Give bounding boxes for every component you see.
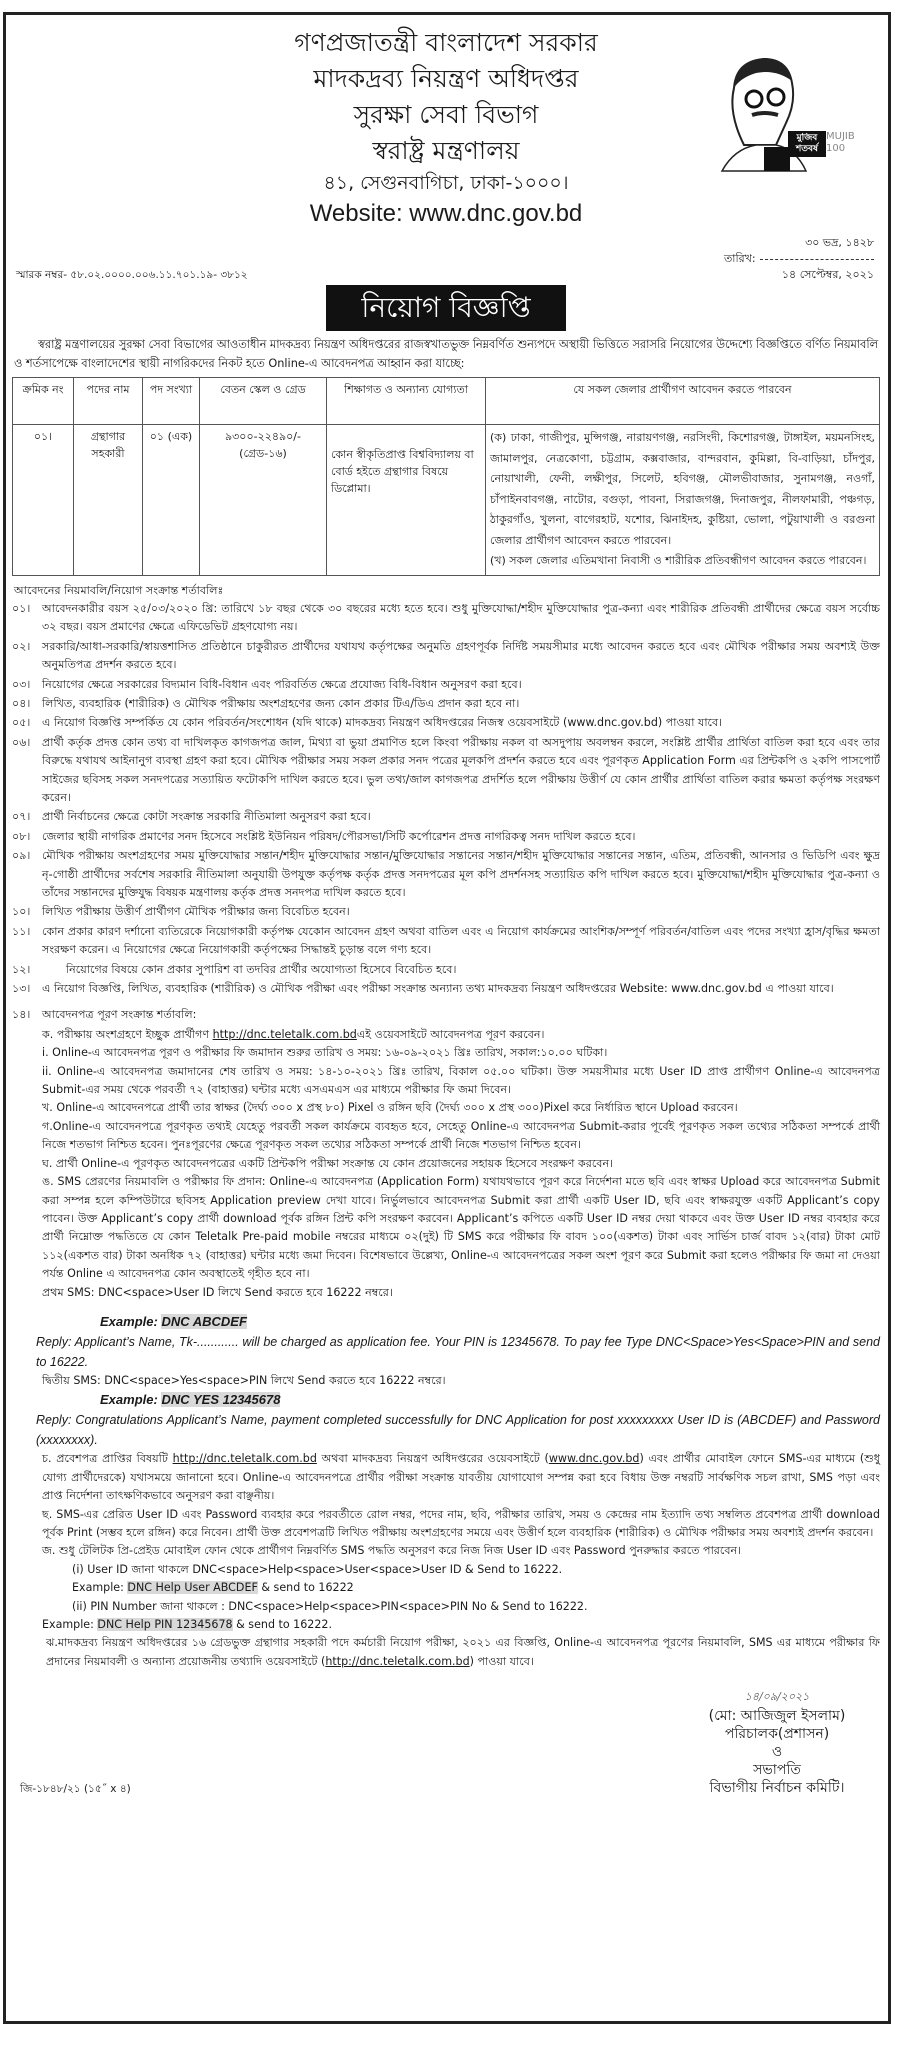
signatory-role: সভাপতি bbox=[753, 1762, 801, 1779]
cha-text: চ. প্রবেশপত্র প্রাপ্তির বিষয়টি bbox=[42, 1452, 173, 1466]
rule-14-heading: আবেদনপত্র পূরণ সংক্রান্ত শর্তাবলি: bbox=[42, 1008, 197, 1022]
rules-heading: আবেদনের নিয়মাবলি/নিয়োগ সংক্রান্ত শর্তাবলিঃ bbox=[14, 583, 224, 597]
rule-item bbox=[12, 695, 880, 713]
rule-14-umo: ঙ. SMS প্রেরণের নিয়মাবলি ও পরীক্ষার ফি প্রদান: Online-এ আবেদনপত্র (Application Form) যথাযথভাবে পূরণ করে নির্দেশনা মতে ছবি এবং স্বাক্ষর Upload করে আবেদনপত্র Submit করা সম্পন্ন হলে কম্পিউটারে ছবিসহ Application preview দেখা যাবে। নির্ভুলভাবে আবেদনপত্র Submit করা প্রার্থী একটি User ID, ছবি এবং স্বাক্ষরযুক্ত একটি Applicant’s copy পাবেন। উক্ত Applicant’s copy প্রার্থী download পূর্বক রঙ্গিন প্রিন্ট কপি সংরক্ষণ করবেন। Applicant’s কপিতে একটি User ID নম্বর দেয়া থাকবে এবং উক্ত User ID নম্বর ব্যবহার করে প্রার্থী নিম্নোক্ত পদ্ধতিতে যে কোন Teletalk Pre-paid mobile নম্বরের মাধ্যমে ০২(দুই) টি SMS করে পরীক্ষার ফি বাবদ ১০০(একশত) টাকা এবং সার্ভিস চার্জ বাবদ ১২(বার) টাকা মোট ১১২(একশত বার) টাকা অনধিক ৭২ (বাহাত্তর) ঘন্টার মধ্যে জমা দিবেন। বিশেষভাবে উল্লেখ্য, Online-এ আবেদনপত্রের সকল অংশ পূরণ করে Submit করা হলেও পরীক্ষার ফি জমা না দেওয়া পর্যন্ত Online এ আবেদনপত্র কোন অবস্থাতেই গৃহীত হবে না। bbox=[42, 1175, 880, 1281]
rule-14-ka bbox=[42, 1026, 880, 1044]
rule-text: আবেদনকারীর বয়স ২৫/০৩/২০২০ খ্রি: তারিখে ১৮ বছর থেকে ৩০ বছরের মধ্যে হতে হবে। শুধু মুক্তিযোদ্ধা/শহীদ মুক্তিযোদ্ধার পুত্র-কন্যা এবং শারীরিক প্রতিবন্ধী প্রার্থীদের ক্ষেত্রে বয়স সর্বোচ্চ ৩২ বছর। বয়স প্রমাণের ক্ষেত্রে এফিডেভিট গ্রহণযোগ্য নয়। bbox=[42, 601, 880, 634]
districts-group-a: (ক) ঢাকা, গাজীপুর, মুন্সিগঞ্জ, নারায়ণগঞ্জ, নরসিংদী, কিশোরগঞ্জ, টাঙ্গাইল, ময়মনসিংহ, জামালপুর, নেত্রকোণা, চট্টগ্রাম, কক্সবাজার, বান্দরবান, কুমিল্লা, বি-বাড়িয়া, চাঁদপুর, নোয়াখালী, ফেনী, লক্ষীপুর, সিলেট, হবিগঞ্জ, মৌলভীবাজার, সুনামগঞ্জ, নওগাঁ, চাঁপাইনবাবগঞ্জ, নাটোর, বগুড়া, পাবনা, সিরাজগঞ্জ, দিনাজপুর, নীলফামারী, পঞ্চগড়, ঠাকুরগাঁও, খুলনা, বাগেরহাট, যশোর, ঝিনাইদহ, কুষ্টিয়া, ভোলা, পটুয়াখালী ও বরগুনা জেলার প্রার্থীগণ আবেদন করতে পারবেন। bbox=[490, 431, 875, 547]
example-value: DNC YES 12345678 bbox=[161, 1392, 281, 1408]
header-website: Website: www.dnc.gov.bd bbox=[309, 200, 583, 227]
ja-option-ii: (ii) PIN Number জানা থাকলে : DNC<space>Help<space>PIN<space>PIN No & Send to 16222. bbox=[72, 1599, 588, 1613]
notice-frame bbox=[3, 12, 891, 2024]
cha-mid: অথবা মাদকদ্রব্য নিয়ন্ত্রণ অধিদপ্তরের ওয়েবসাইটে ( bbox=[316, 1452, 549, 1466]
example-suffix: & send to 16222 bbox=[261, 1581, 354, 1595]
districts-group-b: (খ) সকল জেলার এতিমখানা নিবাসী ও শারীরিক প্রতিবন্ধীগণ আবেদন করতে পারবেন। bbox=[490, 554, 867, 567]
notice-title: নিয়োগ বিজ্ঞপ্তি bbox=[326, 285, 566, 331]
rule-item bbox=[12, 828, 880, 846]
ka-text: ক. পরীক্ষায় অংশগ্রহণে ইচ্ছুক প্রার্থীগণ bbox=[42, 1027, 213, 1041]
rule-text: এ নিয়োগ বিজ্ঞপ্তি, লিখিত, ব্যবহারিক (শারীরিক) ও মৌখিক পরীক্ষা এবং পরীক্ষা সংক্রান্ত অন্যান্য তথ্য মাদকদ্রব্য নিয়ন্ত্রণ অধিদপ্তরের Website: www.dnc.gov.bd এ পাওয়া যাবে। bbox=[42, 982, 834, 996]
table-header-row bbox=[13, 378, 880, 425]
rule-14-i: i. Online-এ আবেদনপত্র পূরণ ও পরীক্ষার ফি জমাদান শুরুর তারিখ ও সময়: ১৬-০৯-২০২১ খ্রিঃ তারিখ, সকাল:১০.০০ ঘটিকা। bbox=[42, 1046, 608, 1060]
date-english: ১৪ সেপ্টেম্বর, ২০২১ bbox=[781, 268, 874, 281]
example-value: DNC ABCDEF bbox=[161, 1313, 247, 1329]
logo-text-bn: মুজিব শতবর্ষ bbox=[795, 133, 819, 154]
date-label: তারিখ: bbox=[724, 252, 756, 265]
signatory-name: (মো: আজিজুল ইসলাম) bbox=[708, 1708, 846, 1725]
rule-number: ১১। bbox=[12, 924, 31, 938]
signatory-committee: বিভাগীয় নির্বাচন কমিটি। bbox=[709, 1780, 845, 1797]
date-bangla: ৩০ ভদ্র, ১৪২৮ bbox=[805, 236, 874, 249]
teletalk-link[interactable]: http://dnc.teletalk.com.bd bbox=[172, 1452, 317, 1466]
date-divider bbox=[760, 259, 874, 260]
jha-suffix: ) পাওয়া যাবে। bbox=[469, 1654, 534, 1668]
col-scale: বেতন স্কেল ও গ্রেড bbox=[200, 378, 327, 425]
signature-block bbox=[682, 1689, 872, 1797]
rule-number: ০৭। bbox=[12, 810, 31, 824]
rule-text: প্রার্থী নির্বাচনের ক্ষেত্রে কোটা সংক্রান্ত সরকারি নীতিমালা অনুসরণ করা হবে। bbox=[42, 810, 371, 824]
teletalk-link[interactable]: http://dnc.teletalk.com.bd bbox=[212, 1027, 357, 1041]
footer-code: জি-১৮৪৮/২১ (১৫˝ x ৪) bbox=[20, 1783, 131, 1796]
header-division: সুরক্ষা সেবা বিভাগ bbox=[353, 100, 539, 129]
jha-text: ঝ.মাদকদ্রব্য নিয়ন্ত্রণ অধিদপ্তরের ১৬ গ্রেডভুক্ত গ্রন্থাগার সহকারী পদে কর্মচারী নিয়োগ পরীক্ষা, ২০২১ এর বিজ্ঞপ্তি, Online-এ আবেদনপত্র পূরণের নিয়মাবলি, SMS এর মাধ্যমে পরীক্ষার ফি প্রদানের নিয়মাবলী ও অন্যান্য প্রয়োজনীয় তথ্যাদি ওয়েবসাইটে ( bbox=[46, 1636, 880, 1668]
rule-text: এ নিয়োগ বিজ্ঞপ্তি সম্পর্কিত যে কোন পরিবর্তন/সংশোধন (যদি থাকে) মাদকদ্রব্য নিয়ন্ত্রণ অধিদপ্তরের নিজস্ব ওয়েবসাইটে (www.dnc.gov.bd) পাওয়া যাবে। bbox=[42, 716, 723, 730]
memo-row bbox=[12, 235, 880, 283]
rule-14-kha: খ. Online-এ আবেদনপত্রে প্রার্থী তার স্বাক্ষর (দৈর্ঘ্য ৩০০ x প্রস্থ ৮০) Pixel ও রঙ্গিন ছবি (দৈর্ঘ্য ৩০০ x প্রস্থ ৩০০)Pixel করে নির্ধারিত স্থানে Upload করবেন। bbox=[42, 1101, 738, 1115]
cell-districts bbox=[486, 425, 880, 576]
header-government: গণপ্রজাতন্ত্রী বাংলাদেশ সরকার bbox=[294, 28, 598, 57]
rule-number: ০২। bbox=[12, 639, 31, 653]
col-count: পদ সংখ্যা bbox=[143, 378, 200, 425]
example-label: Example: bbox=[100, 1392, 158, 1408]
example-label: Example: bbox=[72, 1581, 124, 1595]
example-1 bbox=[100, 1312, 880, 1332]
rule-text: প্রার্থী কর্তৃক প্রদত্ত কোন তথ্য বা দাখিলকৃত কাগজপত্র জাল, মিথ্যা বা ভুয়া প্রমাণিত হলে কিংবা পরীক্ষায় নকল বা অসদুপায় অবলম্বন করলে, সংশ্লিষ্ট প্রার্থীর প্রার্থিতা বাতিল করা হবে এবং তার বিরুদ্ধে যথাযথ আইনানুগ ব্যবস্থা গ্রহণ করা হবে। মৌখিক পরীক্ষার সময় সকল প্রকার সনদ পত্রের মূলকপি প্রদর্শন করতে হবে এবং পূরণকৃত Application Form এর প্রিন্টকপি ও ২কপি পাসপোর্ট সাইজের ছবিসহ সকল সনদপত্রের সত্যায়িত ফটোকপি দাখিল করতে হবে। ভুল তথ্য/জাল কাগজপত্র প্রদর্শিত হলে পরীক্ষায় উত্তীর্ণ যে কোন প্রার্থীর প্রার্থিতা বাতিল করার ক্ষমতা কর্তৃপক্ষ সংরক্ষণ করেন। bbox=[42, 735, 880, 804]
rule-item bbox=[12, 847, 880, 902]
signatory-and: ও bbox=[771, 1744, 783, 1761]
ka-suffix: এই ওয়েবসাইটে আবেদনপত্র পূরণ করবেন। bbox=[356, 1027, 545, 1041]
rule-item bbox=[12, 903, 880, 921]
rule-text: সরকারি/আধা-সরকারি/স্বায়ত্তশাসিত প্রতিষ্ঠানে চাকুরীরত প্রার্থীদের যথাযথ কর্তৃপক্ষের অনুমতি গ্রহণপূর্বক নির্দিষ্ট সময়সীমার মধ্যে আবেদন করতে হবে এবং মৌখিক পরীক্ষার সময় অবশ্যই উক্ত অনুমতিপত্র প্রদর্শন করতে হবে। bbox=[42, 639, 880, 672]
second-sms: দ্বিতীয় SMS: DNC<space>Yes<space>PIN লিখে Send করতে হবে 16222 নম্বরে। bbox=[42, 1373, 446, 1387]
rule-14-cha bbox=[42, 1450, 880, 1505]
example-value: DNC Help PIN 12345678 bbox=[97, 1618, 233, 1631]
rule-14-ga: গ.Online-এ আবেদনপত্রে পূরণকৃত তথ্যই যেহেতু পরবর্তী সকল কার্যক্রমে ব্যবহৃত হবে, সেহেতু Online-এ আবেদনপত্র Submit-করার পূর্বেই পূরণকৃত সকল তথ্যের সঠিকতা সম্পর্কে প্রার্থী নিজে শতভাগ নিশ্চিত হবেন। পুনঃপূরণের ক্ষেত্রে পূরণকৃত সকল তথ্যের সঠিকতা সম্পর্কে প্রার্থী নিজে শতভাগ নিশ্চিত হবেন। bbox=[42, 1119, 880, 1152]
rule-item bbox=[12, 714, 880, 732]
reply-1: Reply: Applicant’s Name, Tk-............ will be charged as application fee. Your PIN is 12345678. To pay fee Type DNC<Space>Yes<Space>PIN and send to 16222. bbox=[36, 1334, 880, 1369]
scale-value: ৯৩০০-২২৪৯০/- bbox=[225, 430, 301, 443]
example-label: Example: bbox=[100, 1313, 158, 1329]
col-post: পদের নাম bbox=[74, 378, 143, 425]
mujib-100-logo bbox=[716, 53, 866, 193]
example-label: Example: bbox=[42, 1618, 94, 1631]
rule-number: ০৩। bbox=[12, 677, 31, 691]
rule-item bbox=[12, 961, 880, 979]
rule-item bbox=[12, 734, 880, 808]
example-value: DNC Help User ABCDEF bbox=[127, 1581, 258, 1595]
rule-text: মৌখিক পরীক্ষায় অংশগ্রহণের সময় মুক্তিযোদ্ধার সন্তান/শহীদ মুক্তিযোদ্ধার সন্তান/মুক্তিযোদ্ধার সন্তানের সন্তান/শহীদ মুক্তিযোদ্ধার সন্তানের সন্তান, এতিম, প্রতিবন্ধী, আনসার ও ভিডিপি এবং ক্ষুদ্র নৃ-গোষ্ঠী প্রার্থীদের সর্বশেষ সরকারি নীতিমালা অনুযায়ী উপযুক্ত কর্তৃপক্ষ কর্তৃক প্রদত্ত সনদপত্রের মূল কপি প্রদর্শনসহ সত্যায়িত কপি দাখিল করতে হবে। মুক্তিযোদ্ধা/শহীদ মুক্তিযোদ্ধার পুত্র-কন্যা ও তাঁদের সন্তানদের মুক্তিযুদ্ধ বিষয়ক মন্ত্রণালয় কর্তৃক প্রদত্ত সনদপত্র দাখিল করতে হবে। bbox=[42, 849, 880, 899]
rule-text: লিখিত পরীক্ষায় উত্তীর্ণ প্রার্থীগণ মৌখিক পরীক্ষার জন্য বিবেচিত হবেন। bbox=[42, 905, 350, 919]
table-row bbox=[13, 425, 880, 576]
rule-number: ১০। bbox=[12, 905, 31, 919]
ja-option-i: (i) User ID জানা থাকলে DNC<space>Help<space>User<space>User ID & Send to 16222. bbox=[72, 1562, 563, 1576]
cell-scale bbox=[200, 425, 327, 576]
rule-number: ০৪। bbox=[12, 696, 31, 710]
memo-date bbox=[724, 235, 874, 283]
dnc-website-link[interactable]: www.dnc.gov.bd bbox=[548, 1452, 640, 1466]
rule-number: ০৬। bbox=[12, 735, 31, 749]
signatory-designation: পরিচালক(প্রশাসন) bbox=[724, 1726, 830, 1743]
rule-item bbox=[12, 638, 880, 675]
rules-list bbox=[12, 600, 880, 999]
rule-item bbox=[12, 808, 880, 826]
rule-number: ১৪। bbox=[12, 1008, 31, 1022]
rule-text: নিয়োগের বিষয়ে কোন প্রকার সুপারিশ বা তদবির প্রার্থীর অযোগ্যতা হিসেবে বিবেচিত হবে। bbox=[66, 962, 457, 976]
bottom-row bbox=[12, 1689, 880, 1797]
rule-number: ১২। bbox=[12, 962, 31, 976]
rule-text: নিয়োগের ক্ষেত্রে সরকারের বিদ্যমান বিধি-বিধান এবং পরিবর্তিত ক্ষেত্রে প্রযোজ্য বিধি-বিধান অনুসরণ করা হবে। bbox=[42, 677, 522, 691]
cell-count: ০১ (এক) bbox=[143, 425, 200, 576]
header-address: ৪১, সেগুনবাগিচা, ঢাকা-১০০০। bbox=[323, 172, 569, 194]
col-districts: যে সকল জেলার প্রার্থীগণ আবেদন করতে পারবেন bbox=[486, 378, 880, 425]
rules-section bbox=[12, 582, 880, 1672]
signature-date: ১৪/০৯/২০২১ bbox=[744, 1690, 810, 1704]
col-serial: ক্রমিক নং bbox=[13, 378, 74, 425]
cell-post: গ্রন্থাগার সহকারী bbox=[74, 425, 143, 576]
rule-number: ০৮। bbox=[12, 829, 31, 843]
posts-table bbox=[12, 377, 880, 576]
ja-example-i bbox=[72, 1579, 880, 1597]
rule-number: ০৫। bbox=[12, 716, 31, 730]
reply-2: Reply: Congratulations Applicant’s Name, payment completed successfully for DNC Application for post xxxxxxxxx User ID is (ABCDEF) and Password (xxxxxxxx). bbox=[36, 1413, 880, 1448]
rule-item bbox=[12, 980, 880, 998]
rule-number: ১৩। bbox=[12, 982, 31, 996]
rule-text: কোন প্রকার কারণ দর্শানো ব্যতিরেকে নিয়োগকারী কর্তৃপক্ষ যেকোন আবেদন গ্রহণ অথবা বাতিল এবং এ নিয়োগ কার্যক্রমের আংশিক/সম্পূর্ণ পরিবর্তন/বাতিল এবং পদের সংখ্যা হ্রাস/বৃদ্ধির ক্ষমতা সংরক্ষণ করেন। এ নিয়োগের ক্ষেত্রে নিয়োগকারী কর্তৃপক্ষের সিদ্ধান্তই চূড়ান্ত বলে গণ্য হবে। bbox=[42, 924, 880, 957]
ja-example-ii bbox=[42, 1616, 880, 1634]
rule-14-ii: ii. Online-এ আবেদনপত্র জমাদানের শেষ তারিখ ও সময়: ১৪-১০-২০২১ খ্রিঃ তারিখ, বিকাল ০৫.০০ ঘটিকা। উক্ত সময়সীমার মধ্যে User ID প্রাপ্ত প্রার্থীগণ Online-এ আবেদনপত্র Submit-এর সময় থেকে পরবর্তী ৭২ (বাহাত্তর) ঘন্টার মধ্যে এসএমএস এর মাধ্যমে পরীক্ষার ফি জমা দিবেন। bbox=[42, 1064, 880, 1097]
rule-14-jha bbox=[46, 1634, 880, 1671]
memo-reference: স্মারক নম্বর- ৫৮.০২.০০০০.০০৬.১১.৭০১.১৯- ৩৮১২ bbox=[16, 269, 248, 281]
rule-14-ja: জ. শুধু টেলিটক প্রি-প্রেইড মোবাইল ফোন থেকে প্রার্থীগণ নিম্নবর্ণিত SMS পদ্ধতি অনুসরণ করে নিজ নিজ User ID এবং Password পুনরুদ্ধার করতে পারবেন। bbox=[42, 1544, 742, 1558]
portrait-icon bbox=[716, 53, 866, 173]
header bbox=[12, 23, 880, 231]
first-sms: প্রথম SMS: DNC<space>User ID লিখে Send করতে হবে 16222 নম্বরে। bbox=[42, 1285, 393, 1299]
header-department: মাদকদ্রব্য নিয়ন্ত্রণ অধিদপ্তর bbox=[313, 64, 579, 93]
col-qualification: শিক্ষাগত ও অন্যান্য যোগ্যতা bbox=[327, 378, 486, 425]
cell-serial: ০১। bbox=[13, 425, 74, 576]
rule-14-chha: ছ. SMS-এর প্রেরিত User ID এবং Password ব্যবহার করে পরবর্তীতে রোল নম্বর, পদের নাম, ছবি, পরীক্ষার তারিখ, সময় ও কেন্দ্রের নাম ইত্যাদি তথ্য সম্বলিত প্রবেশপত্র প্রার্থী download পূর্বক Print (সম্ভব হলে রঙ্গিন) করে নিবেন। প্রার্থী উক্ত প্রবেশপত্রটি লিখিত পরীক্ষায় অংশগ্রহণের সময়ে এবং উত্তীর্ণ হলে ব্যবহারিক (শারীরিক) ও মৌখিক পরীক্ষার সময় অবশ্যই প্রদর্শন করবেন। bbox=[42, 1507, 880, 1539]
rule-item bbox=[12, 676, 880, 694]
teletalk-link[interactable]: http://dnc.teletalk.com.bd bbox=[325, 1654, 470, 1668]
rule-text: জেলার স্থায়ী নাগরিক প্রমাণের সনদ হিসেবে সংশ্লিষ্ট ইউনিয়ন পরিষদ/পৌরসভা/সিটি কর্পোরেশন প্রদত্ত নাগরিকত্ব সনদ দাখিল করতে হবে। bbox=[42, 829, 636, 843]
logo-text-en: MUJIB 100 bbox=[826, 131, 855, 154]
rule-14-gha: ঘ. প্রার্থী Online-এ পূরণকৃত আবেদনপত্রের একটি প্রিন্টকপি পরীক্ষা সংক্রান্ত যে কোন প্রয়োজনের সহায়ক হিসেবে সংরক্ষণ করবেন। bbox=[42, 1156, 614, 1170]
example-suffix: & send to 16222. bbox=[236, 1618, 332, 1631]
cha-suffix: ) এবং প্রার্থীর মোবাইল ফোনে SMS-এর মাধ্যমে (শুধু যোগ্য প্রার্থীদেরকে) যথাসময়ে জানানো হবে। Online-এ আবেদনপত্রে প্রার্থীর পরীক্ষা সংক্রান্ত যাবতীয় যোগাযোগ সম্পন্ন করা হবে বিধায় উক্ত নম্বরটি সার্বক্ষণিক সচল রাখা, SMS পড়া এবং প্রাপ্ত নির্দেশনা তাৎক্ষণিকভাবে অনুসরণ করা বাঞ্ছনীয়। bbox=[42, 1452, 880, 1503]
rule-item bbox=[12, 600, 880, 637]
cell-qualification: কোন স্বীকৃতিপ্রাপ্ত বিশ্ববিদ্যালয় বা বোর্ড হইতে গ্রন্থাগার বিষয়ে ডিপ্লোমা। bbox=[327, 425, 486, 576]
grade-value: (গ্রেড-১৬) bbox=[239, 447, 287, 460]
rule-14 bbox=[12, 1006, 880, 1024]
rule-text: লিখিত, ব্যবহারিক (শারীরিক) ও মৌখিক পরীক্ষায় অংশগ্রহণের জন্য কোন প্রকার টিএ/ডিএ প্রদান করা হবে না। bbox=[42, 696, 520, 710]
example-2 bbox=[100, 1390, 880, 1410]
rule-number: ০৯। bbox=[12, 849, 31, 863]
rule-item bbox=[12, 923, 880, 960]
rule-number: ০১। bbox=[12, 601, 31, 615]
intro-paragraph: স্বরাষ্ট্র মন্ত্রণালয়ের সুরক্ষা সেবা বিভাগের আওতাধীন মাদকদ্রব্য নিয়ন্ত্রণ অধিদপ্তরের রাজস্বখাতভুক্ত নিম্নবর্ণিত শুন্যপদে অস্থায়ী ভিত্তিতে সরাসরি নিয়োগের উদ্দেশ্যে বিজ্ঞপ্তিতে বর্ণিত নিয়মাবলি ও শর্তসাপেক্ষে বাংলাদেশের স্থায়ী নাগরিকদের নিকট হতে Online-এ আবেদনপত্র আহ্বান করা যাচ্ছে: bbox=[14, 338, 878, 370]
header-ministry: স্বরাষ্ট্র মন্ত্রণালয় bbox=[372, 136, 520, 165]
